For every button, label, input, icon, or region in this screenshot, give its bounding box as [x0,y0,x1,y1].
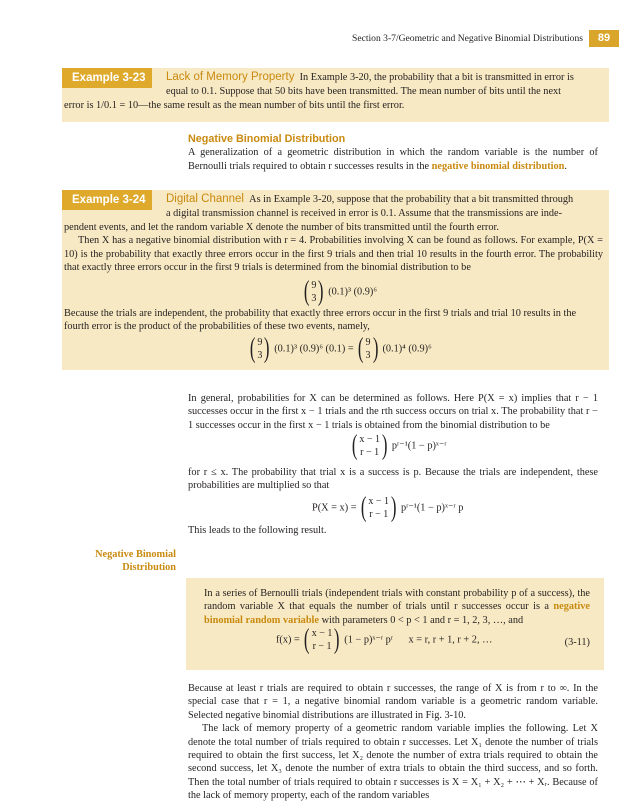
general-paragraph-2: for r ≤ x. The probability that trial x is a success is p. Because the trials are independent, these probabilities are multiplied so that [188,467,598,492]
section-title: Section 3-7/Geometric and Negative Binomial Distributions [351,33,583,44]
formula-domain: x = r, r + 1, r + 2, … [408,634,493,646]
example-paragraph: Then X has a negative binomial distribution with r = 4. Probabilities involving X can be found as follows. For example, P(X = 10) is the probability that exactly three errors occur in the first 9 trials and then trial 10 results in the fourth error. The probability that exactly three errors occur in the first 9 trials is determined from the binomial distribution to be [64,235,603,274]
running-header [0,30,639,47]
example-text-2: equal to 0.1. Suppose that 50 bits have been transmitted. The mean number of bits until the next [166,86,562,97]
key-term: negative binomial distribution [431,160,565,172]
example-3-24-box [62,190,609,370]
definition-term: negative binomial random variable [204,601,590,626]
equation-number: (3-11) [564,637,590,648]
intro-text: A generalization of a geometric distribution in which the random variable is the number of Bernoulli trials required to obtain r successes results in the [188,147,598,172]
definition-box: In a series of Bernoulli trials (independent trials with constant probability p of a success), the random variable X that equals the number of trials until r successes occur is a negative binomial random variable with parameters 0 < p < 1 and r = 1, 2, 3, …, and f(x) = ( x − 1 r − 1) (1 − p)ˣ⁻ʳ pʳ x = r, r + 1, r + 2, … (3-11) [186,578,604,670]
example-text: As in Example 3-20, suppose that the probability that a bit transmitted through [249,194,574,205]
example-text-3: error is 1/0.1 = 10—the same result as the mean number of bits until the first error. [64,100,405,111]
lead-in-text: This leads to the following result. [188,525,327,536]
definition-formula: f(x) = ( x − 1 r − 1) (1 − p)ˣ⁻ʳ pʳ x = r, r + 1, r + 2, … [276,624,493,655]
example-text-2: a digital transmission channel is received in error is 0.1. Assume that the transmissions are inde- [166,208,563,219]
paragraph: Because at least r trials are required to obtain r successes, the range of X is from r to ∞. In the special case that r = 1, a negative binomial random variable is a geometric random variable. Selected negative binomial distributions are illustrated in Fig. 3-10. [188,683,598,721]
section-heading: Negative Binomial Distribution [188,133,346,145]
tail-paragraphs [188,682,598,803]
example-paragraph-2: Because the trials are independent, the probability that exactly three errors occur in the first 9 trials and trial 10 results in the fourth error is the product of the probabilities of these two events, namely, [64,308,577,333]
negbin-intro: Negative Binomial Distribution A generalization of a geometric distribution in which the random variable is the number of Bernoulli trials required to obtain r successes results in the negative binomial distribution. [188,133,598,172]
general-paragraph: In general, probabilities for X can be determined as follows. Here P(X = x) implies that r − 1 successes occur in the first x − 1 trials and the rth success occurs on trial x. The probability that r − 1 successes occur in the first x − 1 trials is obtained from the binomial distribution to be [188,393,598,431]
example-label: Example 3-23 [62,68,152,88]
example-text-3: pendent events, and let the random variable X denote the number of bits transmitted until the fourth error. [64,222,499,233]
definition-text: In a series of Bernoulli trials (independent trials with constant probability p of a success), the random variable X that equals the number of trials until r successes occur is a [204,588,590,613]
example-label: Example 3-24 [62,190,152,210]
paragraph: The lack of memory property of a geometric random variable implies the following. Let X denote the total number of trials required to obtain r successes. Let X₁ denote the number of trials required to obtain the first success, let X₂ denote the number of extra trials required to obtain the second success, let X₃ denote the number of extra trials to obtain the third success, and so forth. Then the total number of trials required to obtain r successes is X = X₁ + X₂ + ⋯ + Xᵣ. Because of the lack of memory property, each of the random variables [188,723,598,802]
equation-1: ( 9 3) (0.1)³ (0.9)⁶ [303,276,377,307]
equation-3: ( x − 1 r − 1) pʳ⁻¹(1 − p)ˣ⁻ʳ [351,430,447,461]
example-title: Lack of Memory Property [166,71,295,83]
margin-label: Negative Binomial Distribution [95,549,176,573]
equation-2: ( 9 3) (0.1)³ (0.9)⁶ (0.1) = ( 9 3) (0.1)⁴ (0.9)⁶ [249,333,432,364]
equation-4: P(X = x) = ( x − 1 r − 1) pʳ⁻¹(1 − p)ˣ⁻ʳ p [312,492,464,523]
example-title: Digital Channel [166,193,244,205]
page-number: 89 [589,30,619,47]
example-3-23-box [62,68,609,122]
example-text: In Example 3-20, the probability that a bit is transmitted in error is [299,72,574,83]
